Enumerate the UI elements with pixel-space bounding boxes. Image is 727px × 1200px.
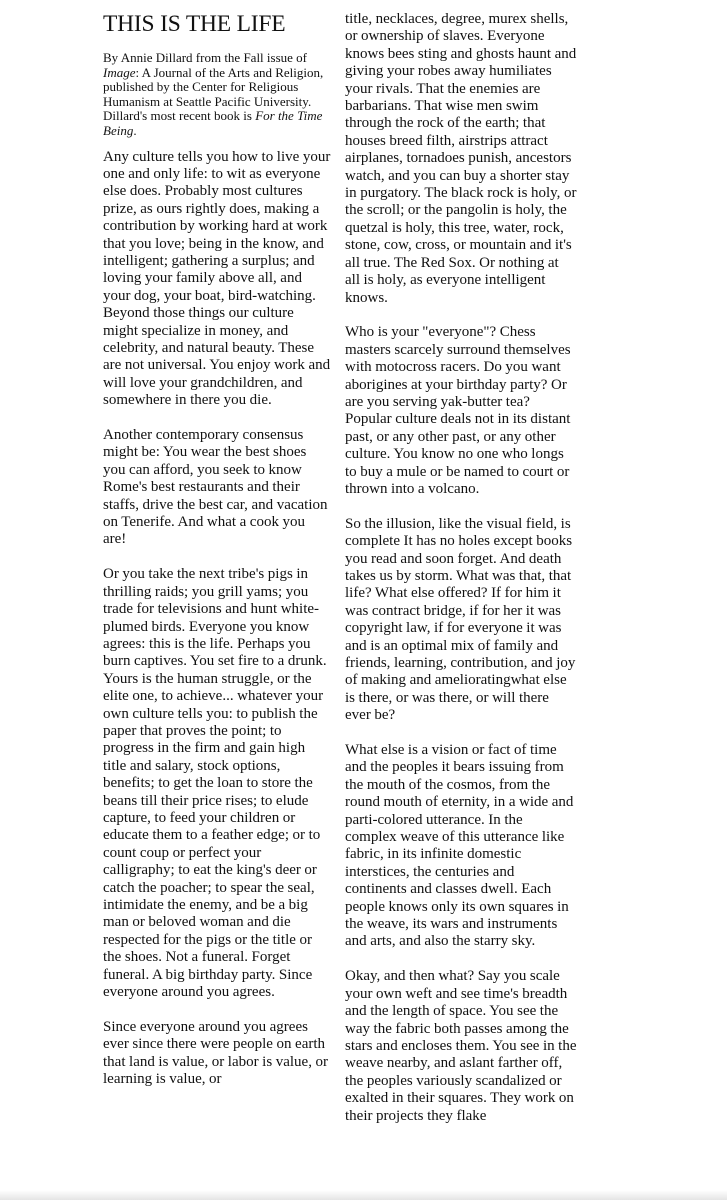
left-column	[103, 10, 331, 1106]
paragraph: Another contemporary consensus might be: You wear the best shoes you can afford, you seek to know Rome's best restaurants and their staffs, drive the best car, and vacation on Tenerife. And what a cook you are!	[103, 427, 328, 548]
byline-text-1: By Annie Dillard from the Fall issue of	[103, 50, 308, 65]
paragraph: Okay, and then what? Say you scale your own weft and see time's breadth and the length of space. You see the way the fabric both passes among the stars and encloses them. You see in the weave nearby, and aslant farther off, the peoples variously scandalized or exalted in their squares. They work on their projects they flake	[345, 968, 577, 1124]
byline-text-2: : A Journal of the Arts and Religion, published by the Center for Religious Humanism at Seattle Pacific University. Dillard's most recent book is	[103, 64, 324, 124]
paragraph: Any culture tells you how to live your one and only life: to wit as everyone else does. Probably most cultures prize, as ours rightly does, making a contribution by working hard at work that you love; being in the know, and intelligent; gathering a surplus; and loving your family above all, and your dog, your boat, bird-watching. Beyond those things our culture might specialize in money, and celebrity, and natural beauty. These are not universal. You enjoy work and will love your grandchildren, and somewhere in there you die.	[103, 148, 331, 409]
paragraph: title, necklaces, degree, murex shells, or ownership of slaves. Everyone knows bees sting and ghosts haunt and giving your robes away humiliates your rivals. That the enemies are barbarians. That wise men swim through the rock of the earth; that houses breed filth, airstrips attract airplanes, tornadoes punish, ancestors watch, and you can buy a shorter stay in purgatory. The black rock is holy, or the scroll; or the pangolin is holy, the quetzal is holy, this tree, water, rock, stone, cow, cross, or mountain and it's all true. The Red Sox. Or nothing at all is holy, as everyone intelligent knows.	[345, 11, 577, 306]
bottom-edge-shadow	[0, 1190, 727, 1200]
paragraph: What else is a vision or fact of time and the peoples it bears issuing from the mouth of the cosmos, from the round mouth of eternity, in a wide and parti-colored utterance. In the complex weave of this utterance like fabric, in its infinite domestic interstices, the centuries and continents and classes dwell. Each people knows only its own squares in the weave, its wars and instruments and arts, and also the starry sky.	[345, 742, 574, 950]
byline	[103, 51, 331, 139]
paragraph: So the illusion, like the visual field, is complete It has no holes except books you read and soon forget. And death takes us by storm. What was that, that life? What else offered? If for him it was contract bridge, if for her it was copyright law, if for everyone it was and is an optimal mix of family and friends, learning, contribution, and joy of making and amelioratingwhat else is there, or was there, or will there ever be?	[345, 515, 576, 724]
article-title: THIS IS THE LIFE	[103, 11, 286, 37]
byline-text-3: .	[133, 122, 137, 138]
byline-book: For the Time Being	[103, 108, 323, 138]
paragraph: Since everyone around you agrees ever since there were people on earth that land is value, or labor is value, or learning is value, or	[103, 1018, 329, 1088]
paragraph: Or you take the next tribe's pigs in thrilling raids; you grill yams; you trade for televisions and hunt white-plumed birds. Everyone you know agrees: this is the life. Perhaps you burn captives. You set fire to a drunk. Yours is the human struggle, or the elite one, to achieve... whatever your own culture tells you: to publish the paper that proves the point; to progress in the firm and gain high title and salary, stock options, benefits; to get the loan to store the beans till their price rises; to elude capture, to feed your children or educate them to a feather edge; or to count coup or perfect your calligraphy; to eat the king's deer or catch the poacher; to spear the seal, intimidate the enemy, and be a big man or beloved woman and die respected for the pigs or the title or the shoes. Not a funeral. Forget funeral. A big birthday party. Since everyone around you agrees.	[103, 566, 327, 1001]
byline-journal: Image	[103, 64, 136, 80]
right-column	[345, 11, 577, 1142]
paragraph: Who is your "everyone"? Chess masters scarcely surround themselves with motocross racers. Do you want aborigines at your birthday party? Or are you serving yak-butter tea? Popular culture deals not in its distant past, or any other past, or any other culture. You know no one who longs to buy a mule or be named to court or thrown into a volcano.	[345, 324, 571, 497]
